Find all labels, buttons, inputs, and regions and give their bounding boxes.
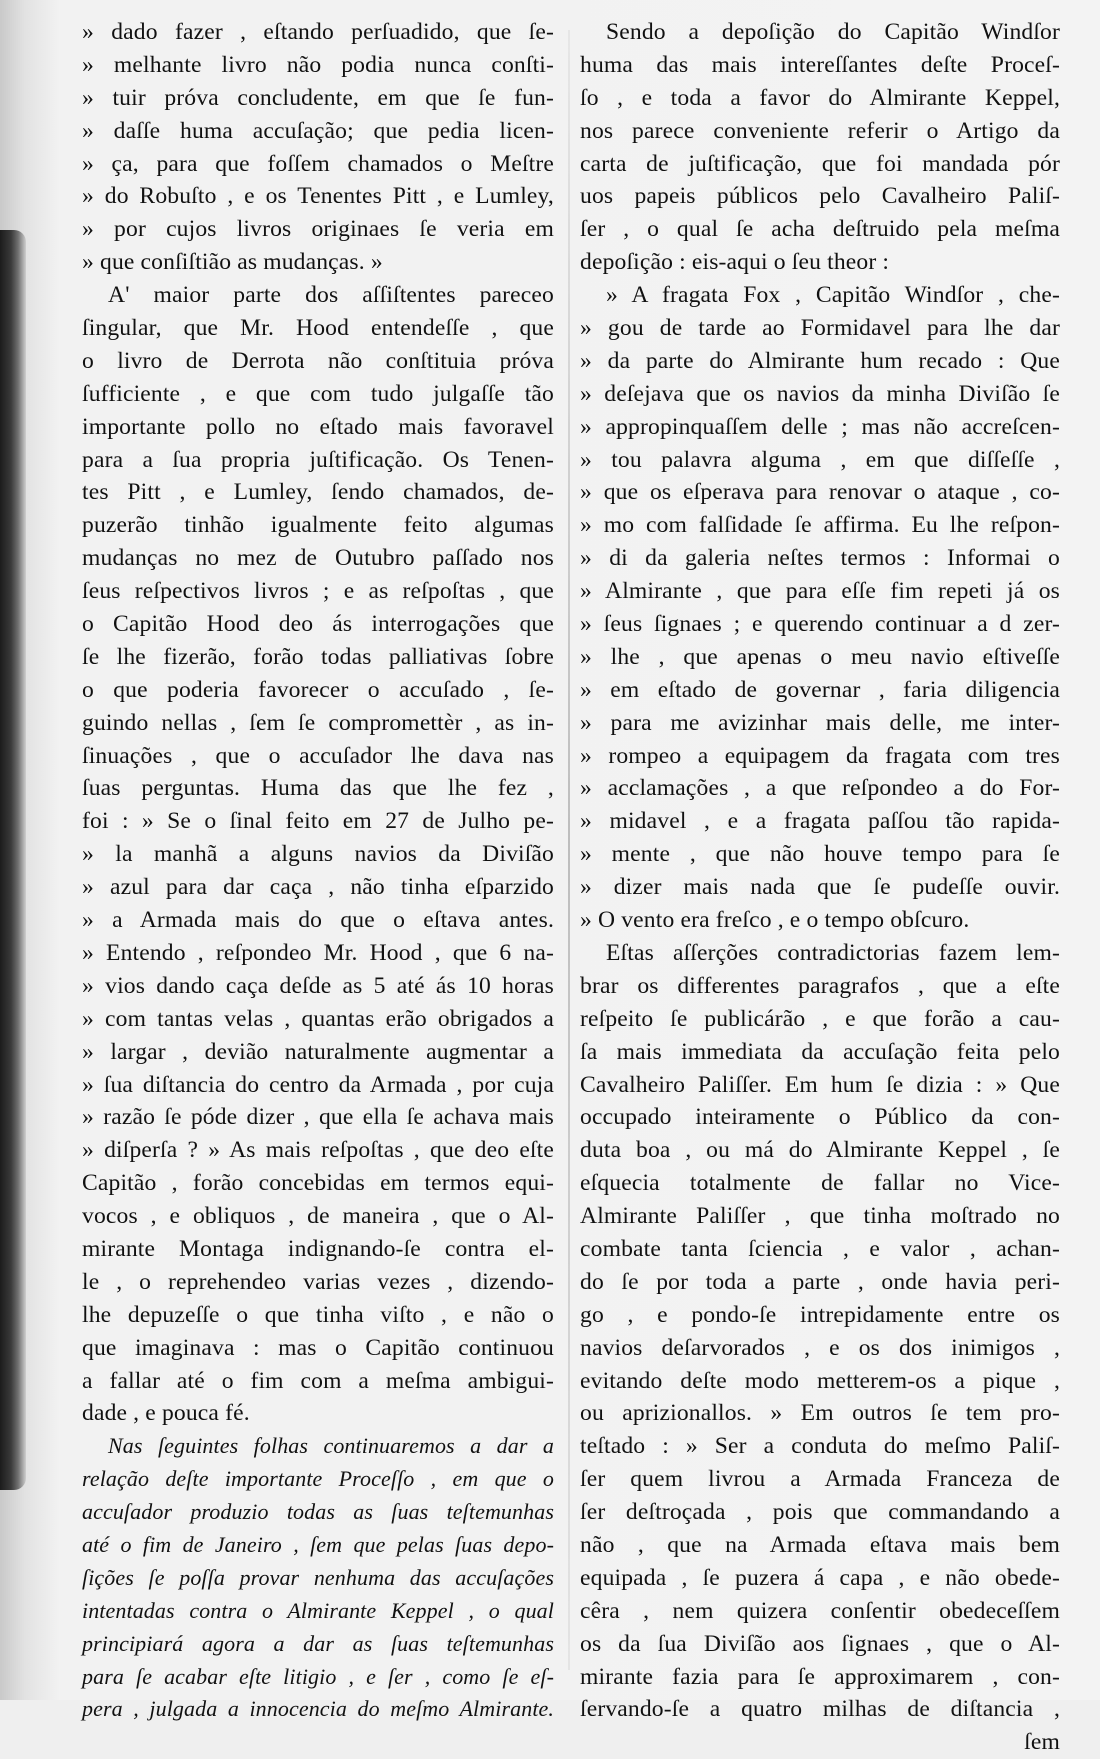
text-line: ſufficiente , e que com tudo julgaſſe tão [82, 380, 554, 407]
text-line: » do Robuſto , e os Tenentes Pitt , e Lumley, [82, 183, 554, 210]
text-line: para a ſua propria juſtificação. Os Tenen- [82, 446, 554, 473]
text-line: » lhe , que apenas o meu navio eſtiveſſe [580, 643, 1060, 670]
text-line: duta boa , ou má do Almirante Keppel , ſe [580, 1137, 1060, 1164]
text-line: ſer deſtroçada , pois que commandando a [580, 1499, 1060, 1526]
text-line: » diſperſa ? » As mais reſpoſtas , que deo eſte [82, 1137, 554, 1164]
text-line: para ſe acabar eſte litigio , e ſer , como ſe eſ- [82, 1663, 554, 1689]
text-line: » largar , devião naturalmente augmentar a [82, 1038, 554, 1065]
book-binding-shadow [0, 230, 26, 1490]
text-line: lhe depuzeſſe o que tinha viſto , e não o [82, 1301, 554, 1328]
text-line: ſeus reſpectivos livros ; e as reſpoſtas , que [82, 578, 554, 605]
text-line: » mo com falſidade ſe affirma. Eu lhe reſpon- [580, 512, 1060, 539]
text-line: os da ſua Diviſão aos ſignaes , que o Al- [580, 1630, 1060, 1657]
right-column [580, 16, 1060, 1759]
text-line: » dado fazer , eſtando perſuadido, que ſe- [82, 19, 554, 45]
text-line: » azul para dar caça , não tinha eſparzido [82, 874, 554, 901]
text-line: o que poderia favorecer o accuſado , ſe- [82, 676, 554, 703]
text-line: » deſejava que os navios da minha Diviſão ſe [580, 380, 1060, 407]
text-line: » que os eſperava para renovar o ataque , co- [580, 479, 1060, 506]
text-line: navios deſarvorados , e os dos inimigos , [580, 1334, 1060, 1361]
left-column [82, 16, 554, 1726]
text-line: relação deſte importante Proceſſo , em que o [82, 1466, 554, 1492]
text-line: do ſe por toda a parte , onde havia peri- [580, 1268, 1060, 1295]
text-line: » em eſtado de governar , faria diligencia [580, 676, 1060, 703]
text-line: » di da galeria neſtes termos : Informai o [580, 545, 1060, 572]
text-line: o Capitão Hood deo ás interrogações que [82, 611, 554, 638]
text-line: ſo , e toda a favor do Almirante Keppel, [580, 84, 1060, 111]
text-line: mirante Montaga indignando-ſe contra el- [82, 1235, 554, 1262]
text-line: ſições ſe poſſa provar nenhuma das accuſações [82, 1564, 554, 1590]
text-line: » la manhã a alguns navios da Diviſão [82, 841, 554, 868]
text-line: » para me avizinhar mais delle, me inter- [580, 709, 1060, 736]
text-line: ou aprizionallos. » Em outros ſe tem pro- [580, 1400, 1060, 1427]
text-line: Almirante Paliſſer , que tinha moſtrado no [580, 1203, 1060, 1230]
text-line: reſpeito ſe publicárão , e que forão a cau- [580, 1005, 1060, 1032]
text-line: dade , e pouca fé. [82, 1400, 250, 1427]
text-line: » dizer mais nada que ſe pudeſſe ouvir. [580, 874, 1060, 901]
text-line: » gou de tarde ao Formidavel para lhe dar [580, 315, 1060, 342]
text-line: » O vento era freſco , e o tempo obſcuro. [580, 907, 970, 934]
text-line: » por cujos livros originaes ſe veria em [82, 216, 554, 243]
text-line: equipada , ſe puzera á capa , e não obede- [580, 1564, 1060, 1591]
text-line: pera , julgada a innocencia do meſmo Almirante. [82, 1696, 554, 1722]
text-line: » ſua diſtancia do centro da Armada , por cuja [82, 1071, 554, 1098]
text-line: » rompeo a equipagem da fragata com tres [580, 742, 1060, 769]
text-line: principiará agora a dar as ſuas teſtemunhas [82, 1630, 554, 1656]
text-line: » A fragata Fox , Capitão Windſor , che- [606, 282, 1060, 309]
text-line: evitando deſte modo metterem-os a pique , [580, 1367, 1060, 1394]
text-line: » Almirante , que para eſſe fim repeti já os [580, 578, 1060, 605]
text-line: ſinuações , que o accuſador lhe dava nas [82, 742, 554, 769]
text-line: puzerão tinhão igualmente feito algumas [82, 512, 554, 539]
text-line: mudanças no mez de Outubro paſſado nos [82, 545, 554, 572]
text-line: » melhante livro não podia nunca conſti- [82, 51, 554, 78]
text-line: » ça, para que foſſem chamados o Meſtre [82, 150, 554, 177]
text-line: Nas ſeguintes folhas continuaremos a dar a [108, 1433, 554, 1459]
text-line: Capitão , forão concebidas em termos equi- [82, 1170, 554, 1197]
text-line: go , e pondo-ſe intrepidamente entre os [580, 1301, 1060, 1328]
text-line: brar os differentes paragrafos , que a eſte [580, 972, 1060, 999]
text-line: a fallar até o fim com a meſma ambigui- [82, 1367, 554, 1394]
text-line: ſa mais immediata da accuſação feita pelo [580, 1038, 1060, 1065]
text-line: guindo nellas , ſem ſe compromettèr , as in- [82, 709, 554, 736]
text-line: uos papeis públicos pelo Cavalheiro Paliſ- [580, 183, 1060, 210]
text-line: ſingular, que Mr. Hood entendeſſe , que [82, 315, 554, 342]
text-line: depoſição : eis-aqui o ſeu theor : [580, 249, 890, 276]
column-divider [568, 30, 570, 1670]
text-line: foi : » Se o ſinal feito em 27 de Julho pe- [82, 808, 554, 835]
text-line: importante pollo no eſtado mais favoravel [82, 413, 554, 440]
text-line: » appropinquaſſem delle ; mas não accreſcen- [580, 413, 1060, 440]
text-line: » daſſe huma accuſação; que pedia licen- [82, 117, 554, 144]
text-line: combate tanta ſciencia , e valor , achan- [580, 1235, 1060, 1262]
text-line: » que conſiſtião as mudanças. » [82, 249, 383, 276]
text-line: que imaginava : mas o Capitão continuou [82, 1334, 554, 1361]
text-line: tes Pitt , e Lumley, ſendo chamados, de- [82, 479, 554, 506]
text-line: não , que na Armada eſtava mais bem [580, 1531, 1060, 1558]
text-line: accuſador produzio todas as ſuas teſtemunhas [82, 1499, 554, 1525]
text-line: » midavel , e a fragata paſſou tão rapida- [580, 808, 1060, 835]
text-line: ſem [1024, 1729, 1060, 1756]
text-line: » da parte do Almirante hum recado : Que [580, 347, 1060, 374]
text-line: até o fim de Janeiro , ſem que pelas ſuas depo- [82, 1531, 554, 1557]
text-line: nos parece conveniente referir o Artigo da [580, 117, 1060, 144]
text-line: » razão ſe póde dizer , que ella ſe achava mais [82, 1104, 554, 1131]
text-line: » acclamações , a que reſpondeo a do For- [580, 775, 1060, 802]
text-line: occupado inteiramente o Público da con- [580, 1104, 1060, 1131]
text-line: » Entendo , reſpondeo Mr. Hood , que 6 na- [82, 939, 554, 966]
text-line: o livro de Derrota não conſtituia próva [82, 347, 554, 374]
text-line: teſtado : » Ser a conduta do meſmo Paliſ- [580, 1433, 1060, 1460]
text-line: mirante fazia para ſe approximarem , con- [580, 1663, 1060, 1690]
text-line: » vios dando caça deſde as 5 até ás 10 horas [82, 972, 554, 999]
text-line: cêra , nem quizera conſentir obedeceſſem [580, 1597, 1060, 1624]
text-line: » com tantas velas , quantas erão obrigados a [82, 1005, 554, 1032]
text-line: Cavalheiro Paliſſer. Em hum ſe dizia : » Que [580, 1071, 1060, 1098]
text-line: intentadas contra o Almirante Keppel , o qual [82, 1597, 554, 1623]
text-line: » tou palavra alguma , em que diſſeſſe , [580, 446, 1060, 473]
text-line: ſer quem livrou a Armada Franceza de [580, 1466, 1060, 1493]
text-line: ſe lhe fizerão, forão todas palliativas ſobre [82, 643, 554, 670]
text-line: » ſeus ſignaes ; e querendo continuar a d zer- [580, 611, 1060, 638]
text-line: le , o reprehendeo varias vezes , dizendo- [82, 1268, 554, 1295]
text-line: » a Armada mais do que o eſtava antes. [82, 907, 554, 934]
text-line: A' maior parte dos aſſiſtentes pareceo [108, 282, 554, 309]
text-line: Eſtas aſſerções contradictorias fazem lem- [606, 939, 1060, 966]
text-line: huma das mais intereſſantes deſte Proceſ- [580, 51, 1060, 78]
text-line: eſquecia totalmente de fallar no Vice- [580, 1170, 1060, 1197]
text-line: Sendo a depoſição do Capitão Windſor [606, 19, 1060, 45]
text-line: vocos , e obliquos , de maneira , que o Al- [82, 1203, 554, 1230]
text-line: ſervando-ſe a quatro milhas de diſtancia , [580, 1696, 1060, 1723]
text-line: ſuas perguntas. Huma das que lhe fez , [82, 775, 554, 802]
text-line: » mente , que não houve tempo para ſe [580, 841, 1060, 868]
text-line: » tuir próva concludente, em que ſe fun- [82, 84, 554, 111]
text-line: carta de juſtificação, que foi mandada pór [580, 150, 1060, 177]
text-line: ſer , o qual ſe acha deſtruido pela meſma [580, 216, 1060, 243]
